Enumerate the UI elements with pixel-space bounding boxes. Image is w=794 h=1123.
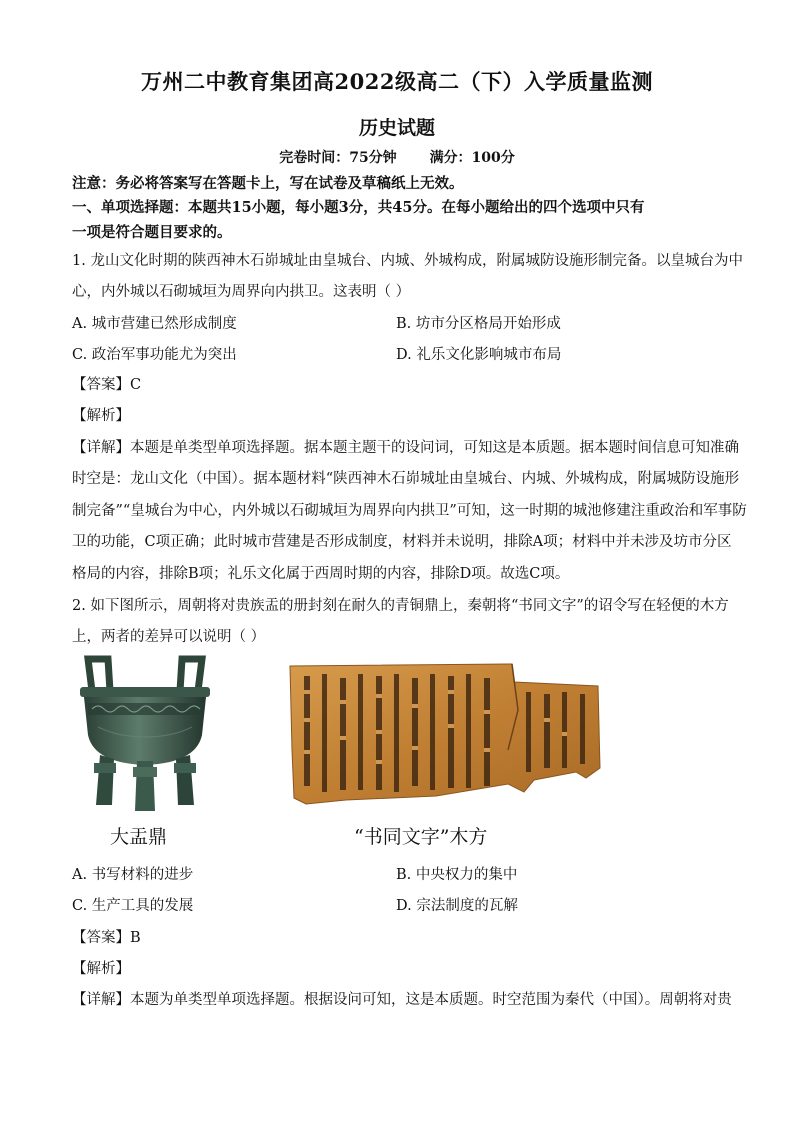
- q1-stem-line2: 心，内外城以石砌城垣为周界向内拱卫。这表明（ ）: [72, 284, 411, 300]
- wooden-board-image: [286, 660, 604, 812]
- q1-answer: 【答案】C: [72, 377, 142, 393]
- exam-meta: [0, 147, 794, 167]
- q2-option-b: B. 中央权力的集中: [396, 867, 518, 883]
- q1-stem-line1: 1. 龙山文化时期的陕西神木石峁城址由皇城台、内城、外城构成，附属城防设施形制完备。以皇城台为中: [72, 253, 743, 269]
- exam-score: 满分：100分: [429, 150, 515, 166]
- exam-time: 完卷时间：75分钟: [279, 150, 397, 166]
- caption-ding: 大盂鼎: [110, 826, 168, 848]
- exam-title: 万州二中教育集团高2022级高二（下）入学质量监测: [141, 69, 653, 94]
- q2-detail-line1: 【详解】本题为单类型单项选择题。根据设问可知，这是本质题。时空范围为秦代（中国）。周朝将对贵: [72, 992, 732, 1008]
- q1-detail-line5: 格局的内容，排除B项；礼乐文化属于西周时期的内容，排除D项。故选C项。: [72, 566, 570, 582]
- q1-detail-line4: 卫的功能，C项正确；此时城市营建是否形成制度，材料并未说明，排除A项；材料中并未涉及坊市分区: [72, 534, 732, 550]
- q2-stem-line2: 上，两者的差异可以说明（ ）: [72, 629, 266, 645]
- notice: 注意：务必将答案写在答题卡上，写在试卷及草稿纸上无效。: [72, 175, 464, 192]
- section-heading-line1: 一、单项选择题：本题共15小题，每小题3分，共45分。在每小题给出的四个选项中只有: [72, 199, 645, 216]
- q1-option-c: C. 政治军事功能尤为突出: [72, 347, 237, 363]
- q2-analysis-label: 【解析】: [72, 961, 130, 977]
- q1-option-d: D. 礼乐文化影响城市布局: [396, 347, 562, 363]
- q1-detail-line2: 时空是：龙山文化（中国）。据本题材料“陕西神木石峁城址由皇城台、内城、外城构成，附属城防设施形: [72, 471, 740, 487]
- q1-detail-line3: 制完备”“皇城台为中心，内外城以石砌城垣为周界向内拱卫”可知，这一时期的城池修建注重政治和军事防: [72, 503, 747, 519]
- q2-stem-line1: 2. 如下图所示，周朝将对贵族盂的册封刻在耐久的青铜鼎上，秦朝将“书同文字”的诏令写在轻便的木方: [72, 598, 729, 614]
- bronze-ding-image: [78, 655, 212, 815]
- subject-title: 历史试题: [358, 117, 435, 139]
- section-heading-line2: 一项是符合题目要求的。: [72, 224, 232, 241]
- q2-option-a: A. 书写材料的进步: [72, 867, 194, 883]
- q1-analysis-label: 【解析】: [72, 408, 130, 424]
- q2-option-d: D. 宗法制度的瓦解: [396, 898, 518, 914]
- q1-option-b: B. 坊市分区格局开始形成: [396, 316, 561, 332]
- q2-answer: 【答案】B: [72, 930, 141, 946]
- q1-option-a: A. 城市营建已然形成制度: [72, 316, 237, 332]
- q1-detail-line1: 【详解】本题是单类型单项选择题。据本题主题干的设问词，可知这是本质题。据本题时间信息可知准确: [72, 440, 739, 456]
- caption-wood-board: “书同文字”木方: [354, 826, 488, 848]
- q2-option-c: C. 生产工具的发展: [72, 898, 194, 914]
